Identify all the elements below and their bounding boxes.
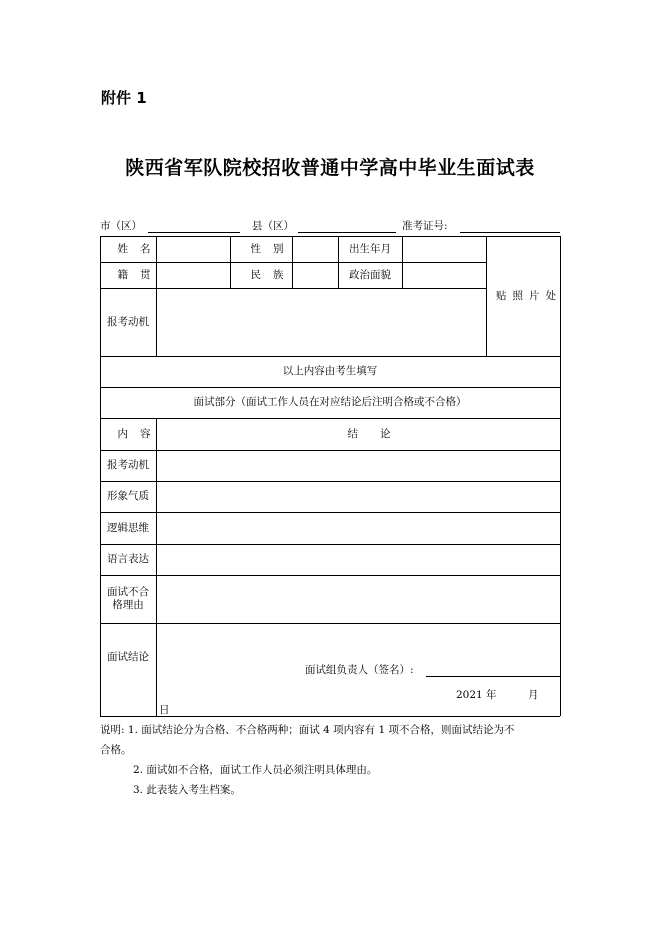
county-field[interactable] xyxy=(298,232,396,233)
criterion-expression-label: 语言表达 xyxy=(107,553,149,565)
notes-section xyxy=(100,720,565,800)
political-status-label: 政治面貌 xyxy=(349,268,391,281)
criterion-motivation-label: 报考动机 xyxy=(107,459,149,471)
note-item-1: 1. 面试结论分为合格、不合格两种；面试 4 项内容有 1 项不合格，则面试结论为不 xyxy=(127,724,515,736)
political-status-field[interactable] xyxy=(402,262,486,288)
fail-reason-field[interactable] xyxy=(156,575,560,623)
motivation-label: 报考动机 xyxy=(107,315,149,328)
applicant-fill-note: 以上内容由考生填写 xyxy=(282,365,378,377)
criterion-expression-result[interactable] xyxy=(156,544,560,575)
conclusion-column-header: 结论 xyxy=(347,427,413,440)
criterion-motivation-result[interactable] xyxy=(156,450,560,481)
criterion-appearance-label: 形象气质 xyxy=(107,490,149,502)
note-item-3: 3. 此表装入考生档案。 xyxy=(133,784,241,796)
native-place-field[interactable] xyxy=(156,262,230,288)
content-column-header: 内容 xyxy=(117,427,163,440)
date-month-label: 月 xyxy=(528,689,539,701)
note-item-2: 2. 面试如不合格，面试工作人员必须注明具体理由。 xyxy=(133,764,378,776)
birth-date-label: 出生年月 xyxy=(349,242,391,255)
final-conclusion-label: 面试结论 xyxy=(107,650,149,663)
criterion-logic-result[interactable] xyxy=(156,512,560,544)
ethnicity-field[interactable] xyxy=(292,262,338,288)
date-day-label: 日 xyxy=(159,704,170,716)
name-label: 姓名 xyxy=(117,242,163,255)
city-field[interactable] xyxy=(148,232,240,233)
fail-reason-label: 面试不合格理由 xyxy=(107,586,149,611)
criterion-logic-label: 逻辑思维 xyxy=(107,521,149,534)
leader-sign-field[interactable] xyxy=(426,676,560,677)
exam-no-field[interactable] xyxy=(460,232,560,233)
county-label: 县（区） xyxy=(252,220,294,232)
criterion-appearance-result[interactable] xyxy=(156,481,560,512)
notes-prefix: 说明: xyxy=(100,724,125,736)
photo-placeholder[interactable]: 贴照片处 xyxy=(496,289,562,302)
birth-date-field[interactable] xyxy=(402,236,486,262)
interview-section-title: 面试部分（面试工作人员在对应结论后注明合格或不合格） xyxy=(193,396,467,408)
exam-no-label: 准考证号: xyxy=(402,220,448,232)
form-title: 陕西省军队院校招收普通中学高中毕业生面试表 xyxy=(125,157,535,179)
motivation-field[interactable] xyxy=(156,288,486,356)
date-year-label: 2021 年 xyxy=(456,689,497,701)
gender-label: 性别 xyxy=(250,242,296,255)
native-place-label: 籍贯 xyxy=(117,268,163,281)
ethnicity-label: 民族 xyxy=(250,268,296,281)
gender-field[interactable] xyxy=(292,236,338,262)
leader-sign-label: 面试组负责人（签名）: xyxy=(305,664,414,676)
interview-form-table xyxy=(100,236,560,716)
note-item-1-continued: 合格。 xyxy=(100,744,132,756)
name-field[interactable] xyxy=(156,236,230,262)
attachment-label: 附件 1 xyxy=(101,89,147,107)
form-header-line xyxy=(100,218,560,234)
city-label: 市（区） xyxy=(100,220,142,232)
